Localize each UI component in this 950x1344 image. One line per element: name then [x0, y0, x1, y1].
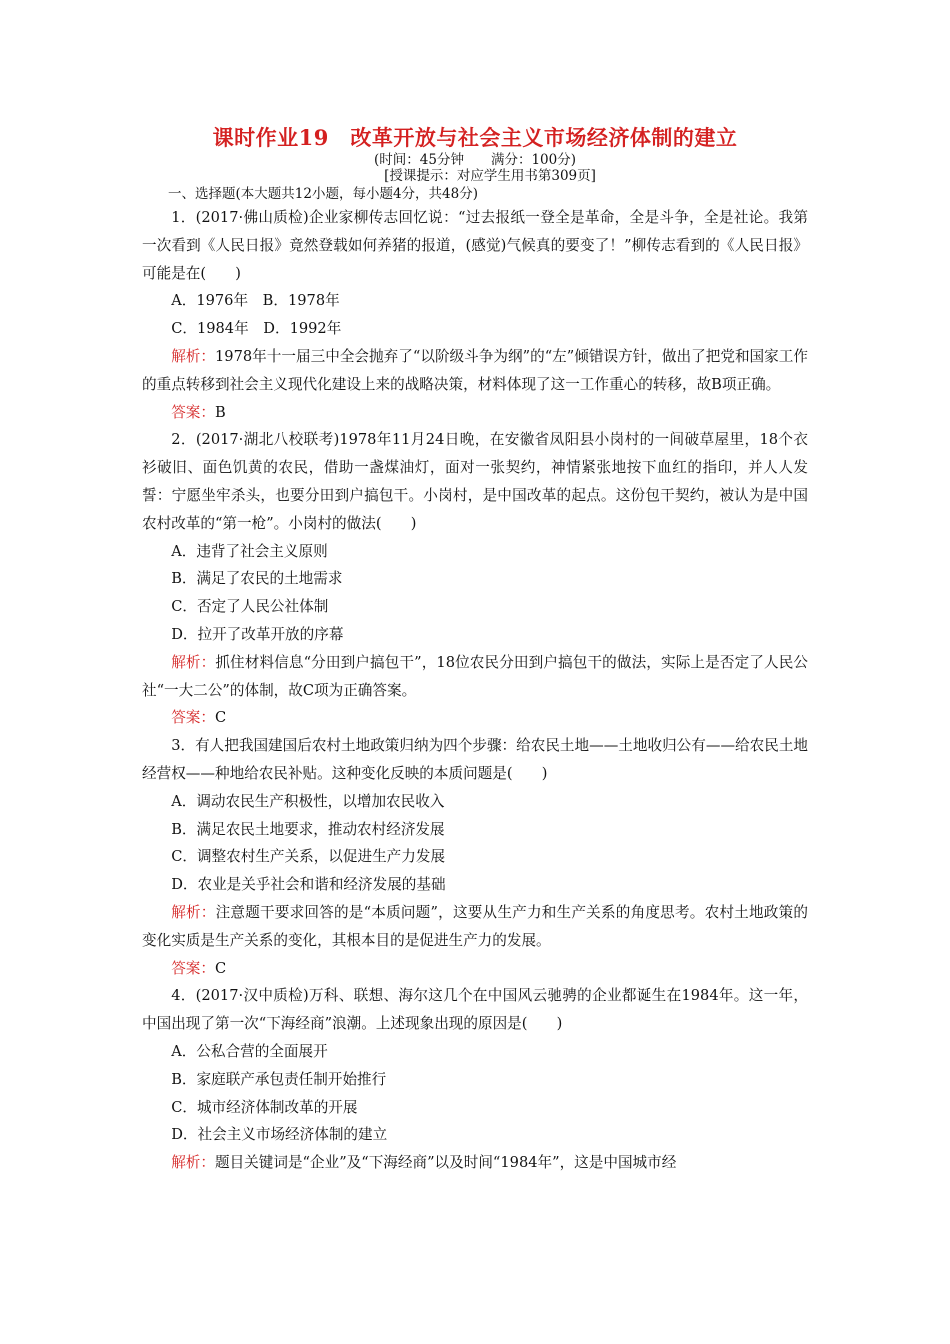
question	[142, 732, 808, 982]
analysis-text: 注意题干要求回答的是“本质问题”，这要从生产力和生产关系的角度思考。农村土地政策的变化实质是生产关系的变化，其根本目的是促进生产力的发展。	[142, 903, 808, 949]
page-title: 课时作业19 改革开放与社会主义市场经济体制的建立	[212, 125, 738, 150]
question-option: C．调整农村生产关系，以促进生产力发展	[171, 848, 446, 866]
question-stem: 4．(2017·汉中质检)万科、联想、海尔这几个在中国风云驰骋的企业都诞生在1984年。这一年，中国出现了第一次“下海经商”浪潮。上述现象出现的原因是( )	[142, 987, 808, 1033]
question-option: A．违背了社会主义原则	[171, 542, 328, 560]
answer	[142, 955, 808, 983]
answer	[142, 399, 808, 427]
question-option: D．拉开了改革开放的序幕	[171, 625, 344, 643]
section-heading: 一、选择题(本大题共12小题，每小题4分，共48分)	[168, 186, 478, 202]
analysis-label: 解析：	[171, 903, 216, 921]
answer-value: C	[214, 959, 227, 977]
analysis-text: 题目关键词是“企业”及“下海经商”以及时间“1984年”，这是中国城市经	[214, 1154, 677, 1172]
question-stem: 3．有人把我国建国后农村土地政策归纳为四个步骤：给农民土地——土地收归公有——给农民土地经营权——种地给农民补贴。这种变化反映的本质问题是( )	[142, 737, 809, 782]
answer-value: C	[214, 709, 227, 727]
question-option: A．1976年 B．1978年	[171, 292, 340, 310]
question-option: B．满足了农民的土地需求	[171, 570, 343, 588]
question-option: D．社会主义市场经济体制的建立	[171, 1126, 388, 1144]
answer-value: B	[214, 403, 226, 421]
analysis-text: 抓住材料信息“分田到户搞包干”，18位农民分田到户搞包干的做法，实际上是否定了人民公社“一大二公”的体制，故C项为正确答案。	[142, 653, 808, 699]
question-option: C．城市经济体制改革的开展	[171, 1098, 358, 1116]
answer-label: 答案：	[171, 709, 215, 727]
question-stem: 2．(2017·湖北八校联考)1978年11月24日晚，在安徽省凤阳县小岗村的一间破草屋里，18个衣衫破旧、面色饥黄的农民，借助一盏煤油灯，面对一张契约，神情紧张地按下血红的指印，并人人发誓：宁愿坐牢杀头，也要分田到户搞包干。小岗村，是中国改革的起点。这份包干契约，被认为是中国农村改革的“第一枪”。小岗村的做法( )	[142, 431, 808, 532]
time-score-info: (时间：45分钟 满分：100分)	[374, 152, 576, 168]
question	[142, 982, 808, 1177]
question	[142, 426, 808, 732]
question-option: C．1984年 D．1992年	[171, 320, 342, 338]
analysis	[142, 649, 808, 705]
question	[142, 204, 808, 426]
question-option: B．满足农民土地要求，推动农村经济发展	[171, 820, 445, 838]
question-option: D．农业是关乎社会和谐和经济发展的基础	[171, 876, 446, 894]
question-option: A．调动农民生产积极性，以增加农民收入	[171, 792, 445, 810]
analysis-label: 解析：	[171, 1154, 215, 1172]
analysis	[142, 899, 808, 955]
analysis-label: 解析：	[171, 347, 216, 365]
analysis	[142, 343, 808, 399]
answer-label: 答案：	[171, 959, 215, 977]
analysis-label: 解析：	[171, 653, 216, 671]
answer-label: 答案：	[171, 403, 215, 421]
document-content	[142, 124, 808, 1177]
analysis	[142, 1149, 808, 1177]
question-option: C．否定了人民公社体制	[171, 598, 329, 616]
answer	[142, 704, 808, 732]
teaching-hint: [授课提示：对应学生用书第309页]	[384, 168, 596, 184]
question-stem: 1．(2017·佛山质检)企业家柳传志回忆说：“过去报纸一登全是革命，全是斗争，全是社论。我第一次看到《人民日报》竟然登载如何养猪的报道，(感觉)气候真的要变了！”柳传志看到的《人民日报》可能是在( )	[142, 209, 808, 282]
question-option: B．家庭联产承包责任制开始推行	[171, 1070, 387, 1088]
question-option: A．公私合营的全面展开	[171, 1042, 328, 1060]
analysis-text: 1978年十一届三中全会抛弃了“以阶级斗争为纲”的“左”倾错误方针，做出了把党和国家工作的重点转移到社会主义现代化建设上来的战略决策，材料体现了这一工作重心的转移，故B项正确。	[142, 347, 808, 393]
